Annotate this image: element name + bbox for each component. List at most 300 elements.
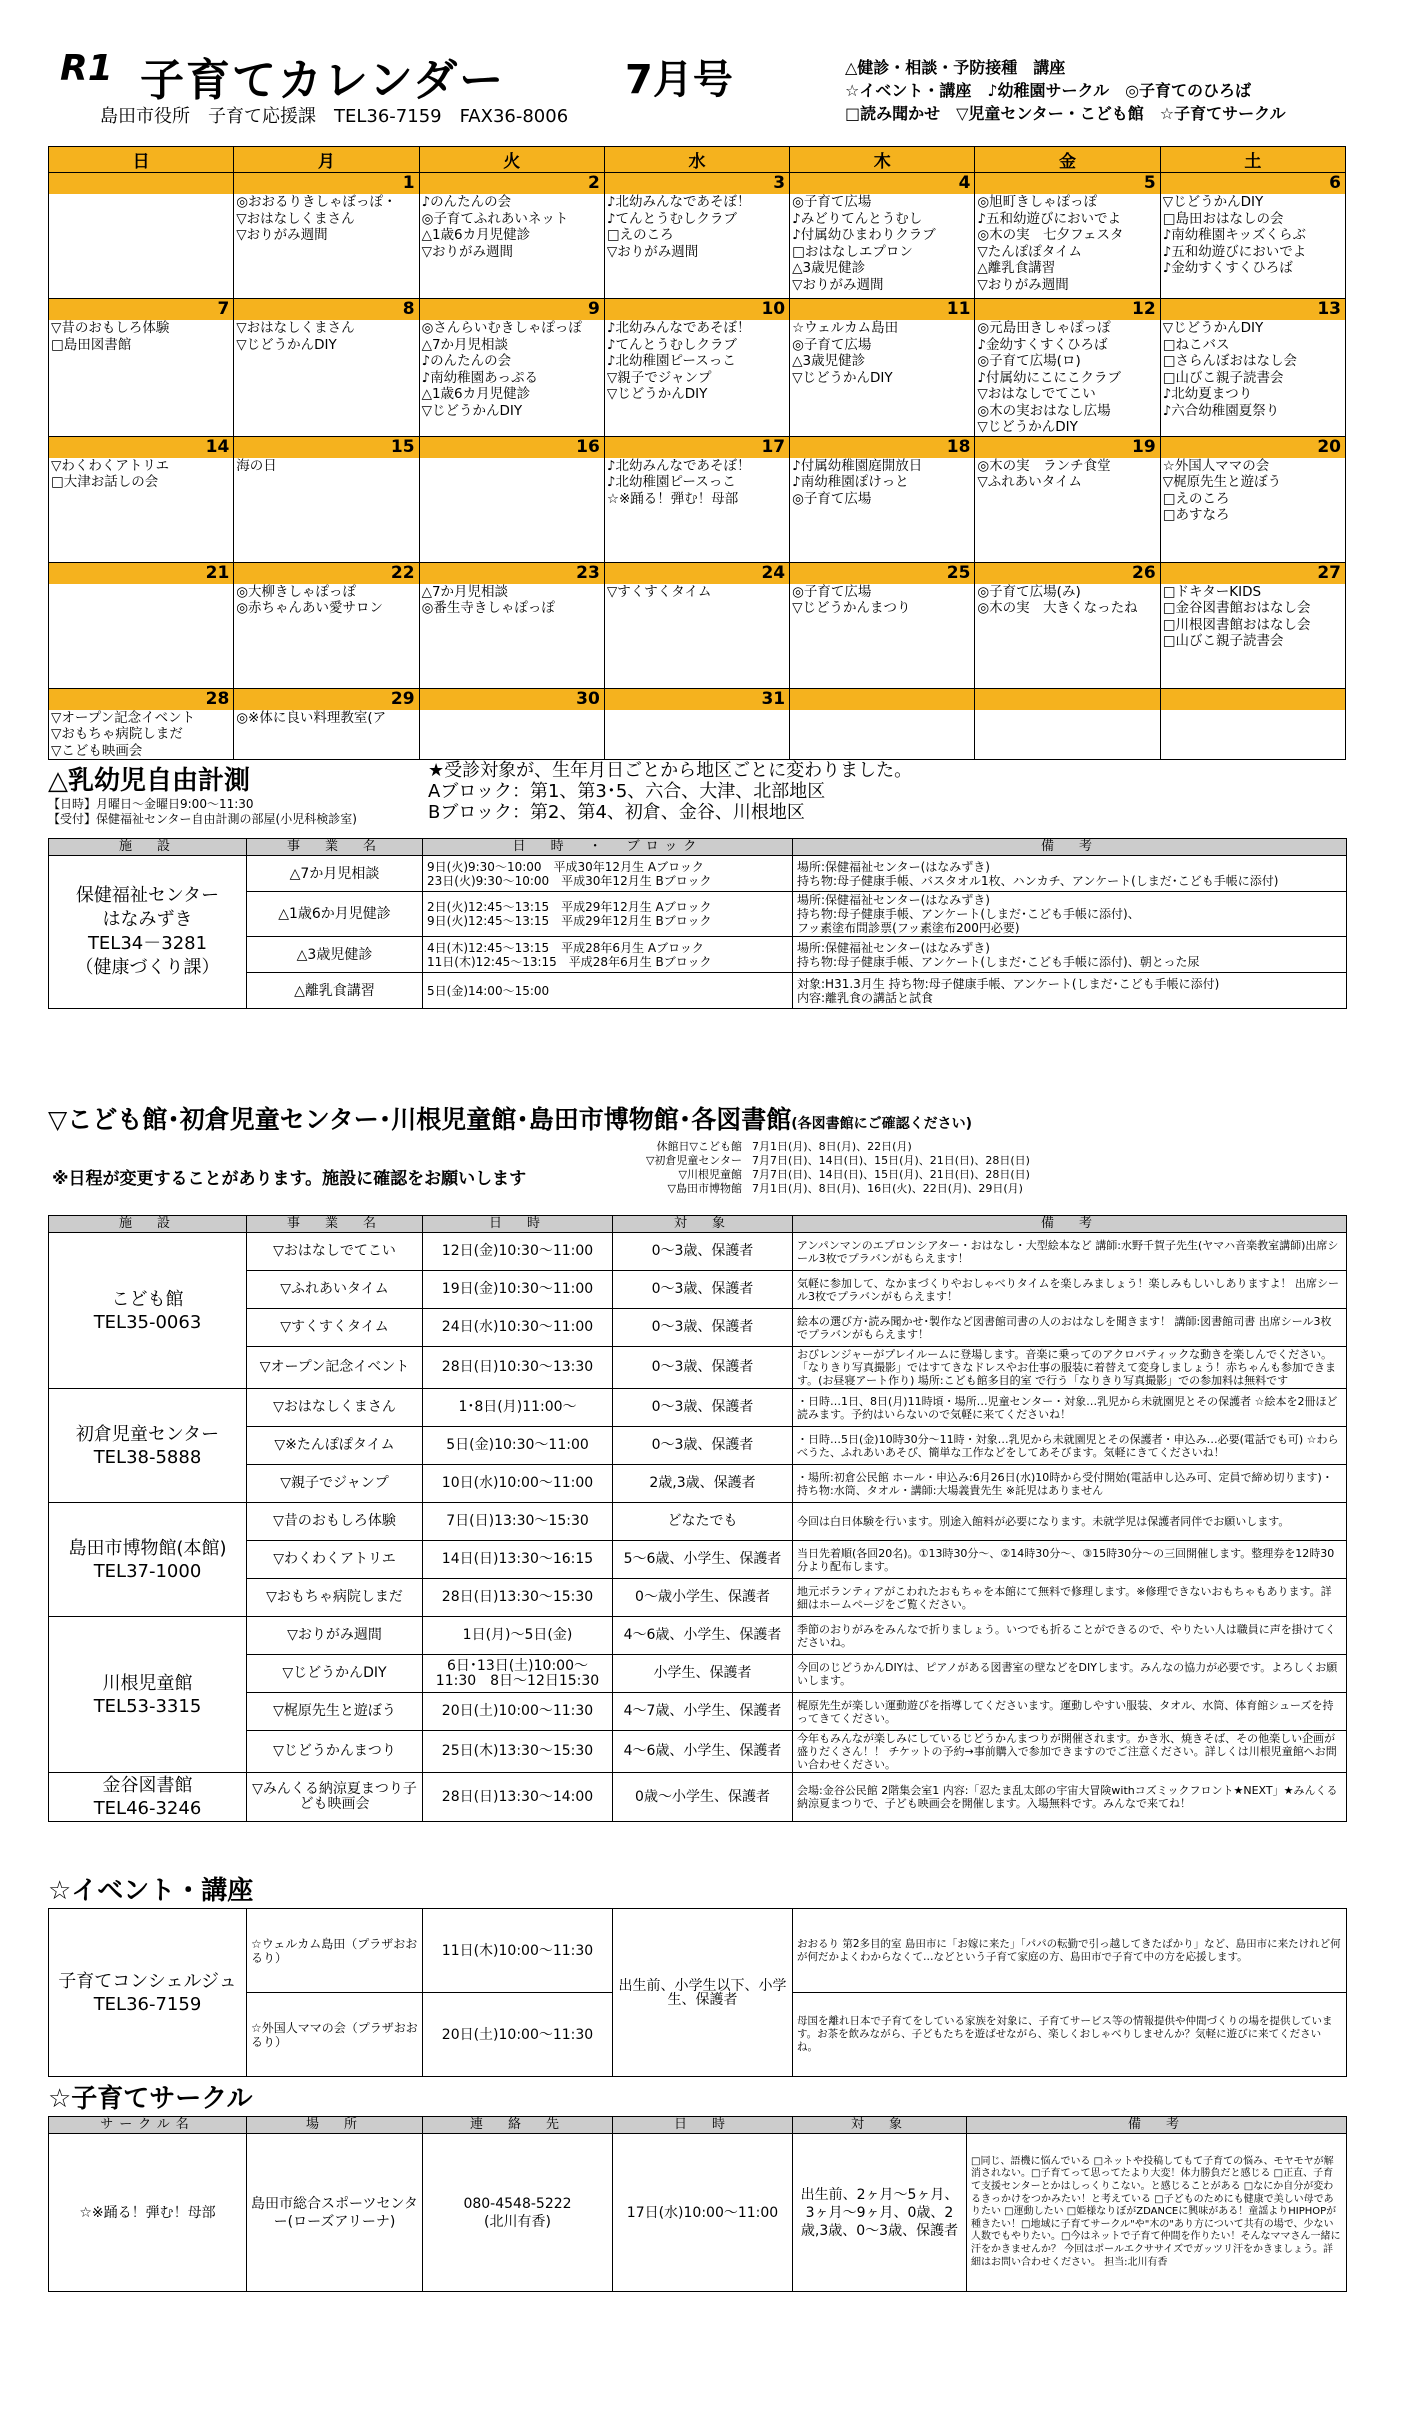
facility-line: 初倉児童センター (75, 1423, 220, 1445)
program-target: 0歳～小学生、保護者 (613, 1773, 793, 1822)
calendar-event: ▽梶原先生と遊ぼう (1162, 474, 1282, 490)
calendar-day (604, 436, 789, 562)
program-datetime: 24日(水)10:30～11:00 (423, 1309, 613, 1347)
calendar-week (49, 562, 1346, 688)
calendar-event: ♪てんとうむしクラブ (606, 210, 737, 227)
program-target: 0～3歳、保護者 (613, 1233, 793, 1271)
program-notes: 気軽に参加して、なかまづくりやおしゃべりタイムを楽しみましょう！楽しみもしいしありますよ！ 出席シール3枚でプラバンがもらえます！ (793, 1271, 1347, 1309)
program-datetime: 20日(土)10:00～11:30 (423, 1693, 613, 1731)
calendar-day (1160, 562, 1345, 688)
program-datetime: 25日(木)13:30～15:30 (423, 1731, 613, 1773)
program-notes: おびレンジャーがプレイルームに登場します。音楽に乗ってのアクロバティックな動きを楽しんでください。「なりきり写真撮影」ではすてきなドレスやお仕事の服装に着替えて変身しましょう！赤ちゃんも参加できます。(お昼寝アート作り) 場所:こども館多目的室 で行う「なりきり写真撮影」での参加料は無料です (793, 1347, 1347, 1389)
circle-contact (423, 2134, 613, 2292)
day-number: 3 (605, 173, 789, 194)
program-notes: 今回のじどうかんDIYは、ピアノがある図書室の壁などをDIYします。みんなの協力が必要です。よろしくお願いします。 (793, 1655, 1347, 1693)
note-hours: 【日時】月曜日～金曜日9:00～11:30 (48, 797, 254, 811)
holiday-dates: 7月1日(月)、8日(月)、22日(月) (752, 1140, 912, 1153)
calendar-week (49, 173, 1346, 299)
block-line: ★受診対象が、生年月日ごとから地区ごとに変わりました。 (428, 760, 913, 781)
calendar-day (234, 299, 419, 437)
program-name: ▽梶原先生と遊ぼう (247, 1693, 423, 1731)
calendar-event: △1歳6カ月児健診 (421, 227, 531, 243)
column-header: 日 時 (613, 2117, 793, 2134)
facility-line: TEL34－3281 (87, 933, 208, 954)
calendar-event: ◎旭町きしゃぽっぽ (977, 194, 1098, 210)
program-name: ▽おもちゃ病院しまだ (247, 1579, 423, 1617)
facility-line: こども館 (111, 1288, 184, 1310)
program-datetime: 28日(日)10:30～13:30 (423, 1347, 613, 1389)
calendar-event: □えのころ (606, 227, 674, 243)
program-name: ▽おりがみ週間 (247, 1617, 423, 1655)
calendar-event: □ドキターKIDS (1162, 583, 1262, 600)
program-datetime: 6日･13日(土)10:00～11:30 8日～12日15:30 (423, 1655, 613, 1693)
facility-cell (49, 1503, 247, 1617)
program-name: ▽親子でジャンプ (247, 1465, 423, 1503)
holiday-dates: 7月1日(月)、8日(月)、16日(火)、22日(月)、29日(月) (752, 1182, 1023, 1195)
section-title-text: ▽こども館･初倉児童センター･川根児童館･島田市博物館･各図書館 (48, 1105, 792, 1134)
program-name: ▽オープン記念イベント (247, 1347, 423, 1389)
day-number: 13 (1161, 299, 1345, 320)
day-number: 5 (975, 173, 1159, 194)
section-title-circles: ☆子育てサークル (48, 2084, 253, 2114)
health-table (48, 838, 1347, 1009)
calendar-event: ♪付属幼にこにこクラブ (977, 369, 1122, 386)
contact-phone: 080-4548-5222 (463, 2195, 572, 2212)
calendar-event: ▽じどうかんDIY (977, 419, 1078, 435)
calendar-day (419, 436, 604, 562)
calendar-event: ☆ウェルカム島田 (792, 320, 899, 336)
program-target: 0～3歳、保護者 (613, 1271, 793, 1309)
weekday-header: 土 (1160, 147, 1345, 173)
calendar-event: ☆外国人ママの会 (1162, 457, 1270, 474)
day-number: 26 (975, 563, 1159, 584)
calendar-event: ▽じどうかんDIY (792, 369, 893, 386)
calendar-event: △3歳児健診 (792, 353, 866, 369)
calendar-event: ♪南幼稚園キッズくらぶ (1162, 227, 1307, 243)
program-datetime: 10日(水)10:00～11:00 (423, 1465, 613, 1503)
calendar-day (790, 562, 975, 688)
datetime-line: 9日(火)9:30～10:00 平成30年12月生 Aブロック (427, 859, 704, 874)
program-name: ☆ウェルカム島田（プラザおおるり） (247, 1909, 423, 1993)
program-notes: 今回は白日体験を行います。別途入館料が必要になります。未就学児は保護者同伴でお願いします。 (793, 1503, 1347, 1541)
program-datetime: 12日(金)10:30～11:00 (423, 1233, 613, 1271)
day-number: 12 (975, 299, 1159, 320)
calendar-event: △3歳児健診 (792, 260, 866, 276)
program-target: 0～3歳、保護者 (613, 1347, 793, 1389)
circle-notes: □同じ、語機に悩んでいる □ネットや投稿してもて子育ての悩み、モヤモヤが解消されない。□子育てって思ってたより大変！体力勝負だと感じる □正直、子育て支援センターとかはしっくりこない。と感じることがある □なにか自分が変わるきっかけをつかみたい！と考えている □子どものためにも健康で美しい母でありたい □運動したい □姫様なりぼがZDANCEに興味がある！童謡よりHIPHOPが種きたい！□地域に子育てサークル"や"木の"あり方について共有の場で、少ない人数でもやりたい。□今はネットで子育て仲間を作りたい！そんなママさん一緒に汗をかきませんか？ 今回はポールエクササイズでガッツリ汗をかきましょう。詳細はお問い合わせください。 担当:北川有香 (967, 2134, 1347, 2292)
program-notes: おおるり 第2多目的室 島田市に「お嫁に来た」「パパの転勤で引っ越してきたばかり」など、島田市に来たけれど何が何だかよくわからなくて…などという子育て家庭の方、島田市で子育て中の方を応援します。 (793, 1909, 1347, 1993)
calendar-day (49, 299, 234, 437)
weekday-header: 木 (790, 147, 975, 173)
program-datetime (423, 856, 793, 892)
calendar-event: △離乳食講習 (977, 260, 1056, 276)
program-datetime: 1日(月)～5日(金) (423, 1617, 613, 1655)
calendar-event: ▽たんぽぽタイム (977, 243, 1083, 260)
day-number: 29 (234, 689, 418, 710)
program-datetime: 19日(金)10:30～11:00 (423, 1271, 613, 1309)
program-name: ▽すくすくタイム (247, 1309, 423, 1347)
weekday-header: 日 (49, 147, 234, 173)
program-datetime: 14日(日)13:30～16:15 (423, 1541, 613, 1579)
calendar-event: ▽わくわくアトリエ (51, 457, 170, 474)
datetime-line: 23日(火)9:30～10:00 平成30年12月生 Bブロック (427, 873, 712, 888)
facility-line: TEL38-5888 (93, 1446, 202, 1468)
calendar-event: ◎子育て広場 (792, 583, 872, 600)
calendar-event: ▽昔のおもしろ体験 (51, 320, 170, 336)
program-notes: 当日先着順(各回20名)。①13時30分～、②14時30分～、③15時30分～の三回開催します。整理券を12時30分より配布します。 (793, 1541, 1347, 1579)
holiday-list (612, 1140, 1030, 1196)
calendar-day (975, 299, 1160, 437)
column-header: 備 考 (793, 1216, 1347, 1233)
calendar-event: ♪南幼稚園あっぷる (421, 369, 539, 386)
schedule-change-note: ※日程が変更することがあります。施設に確認をお願いします (52, 1169, 527, 1189)
day-number: 27 (1161, 563, 1345, 584)
day-number: 25 (790, 563, 974, 584)
legend-line: ☆イベント・講座 ♪幼稚園サークル ◎子育てのひろば (845, 81, 1252, 100)
program-notes: 季節のおりがみをみんなで折りましょう。いつでも折ることができるので、やりたい人は職員に声を掛けてくださいね。 (793, 1617, 1347, 1655)
note-line: 場所:保健福祉センター(はなみずき) (797, 859, 990, 874)
note-line: 持ち物:母子健康手帳、バスタオル1枚、ハンカチ、アンケート(しまだ･こども手帳に添付) (797, 873, 1279, 888)
calendar-event: ♪北幼みんなであそぼ！ (606, 320, 751, 336)
calendar-event: ◎子育て広場 (792, 194, 872, 210)
facility-cell (49, 856, 247, 1009)
program-target: 4～6歳、小学生、保護者 (613, 1617, 793, 1655)
calendar-event: □おはなしエプロン (792, 243, 913, 260)
calendar-event: ▽じどうかんDIY (236, 336, 337, 353)
calendar-event: ☆※踊る！弾む！母部 (606, 490, 739, 507)
day-number: 1 (234, 173, 418, 194)
note-line: 内容:離乳食の講話と試食 (797, 990, 934, 1005)
facility-line: 金谷図書館 (102, 1775, 193, 1796)
calendar-event: ▽すくすくタイム (606, 583, 712, 600)
facility-cell (49, 1773, 247, 1822)
weekday-header: 月 (234, 147, 419, 173)
program-notes: 梶原先生が楽しい運動遊びを指導してくださいます。運動しやすい服装、タオル、水筒、体育館シューズを持ってきてください。 (793, 1693, 1347, 1731)
legend-line: △健診・相談・予防接種 講座 (845, 58, 1066, 77)
calendar-event: ♪五和幼遊びにおいでよ (1162, 243, 1307, 260)
calendar-event: ♪金幼すくすくひろば (1162, 260, 1293, 276)
holiday-row (612, 1182, 1030, 1196)
calendar-event: □山びこ親子読書会 (1162, 633, 1284, 649)
calendar-event: ▽おはなしくまさん (236, 210, 355, 227)
calendar-event: ◎元島田きしゃぽっぽ (977, 320, 1111, 336)
calendar-day (419, 173, 604, 299)
calendar-day (49, 173, 234, 299)
calendar-event: ▽じどうかんDIY (606, 386, 708, 402)
calendar-day (49, 562, 234, 688)
calendar-event: □さらんぼおはなし会 (1162, 353, 1297, 369)
program-datetime: 20日(土)10:00～11:30 (423, 1993, 613, 2077)
program-notes (793, 973, 1347, 1009)
program-notes: 母国を離れ日本で子育てをしている家族を対象に、子育てサービス等の情報提供や仲間づくりの場を提供しています。お茶を飲みながら、子どもたちを遊ばせながら、楽しくおしゃべりしませんか？気軽に遊びに来てくださいね。 (793, 1993, 1347, 2077)
program-name: △1歳6か月児健診 (247, 892, 423, 937)
facility-line: はなみずき (102, 909, 193, 930)
table-row (49, 1617, 1347, 1655)
day-number: 9 (420, 299, 604, 320)
calendar-event: ▽オープン記念イベント (51, 709, 196, 726)
calendar-event: ▽おはなしでてこい (977, 386, 1096, 402)
program-datetime: 11日(木)10:00～11:30 (423, 1909, 613, 1993)
calendar-week (49, 436, 1346, 562)
day-number: 10 (605, 299, 789, 320)
datetime-line: 11日(木)12:45～13:15 平成28年6月生 Bブロック (427, 954, 712, 969)
day-number: 14 (49, 437, 233, 458)
note-line: 場所:保健福祉センター(はなみずき) (797, 940, 990, 955)
column-header: 備 考 (793, 839, 1347, 856)
calendar-event: △7か月児相談 (421, 583, 509, 600)
program-name: ▽じどうかんDIY (247, 1655, 423, 1693)
calendar-day (975, 436, 1160, 562)
day-number (790, 689, 974, 710)
calendar-day (790, 173, 975, 299)
program-notes: ・日時…5日(金)10時30分～11時・対象…乳児から未就園児とその保護者・申込み…必要(電話でも可) ☆わらべうた、ふれあいあそび、簡単な工作などをしてあそびます。気軽にきてくださいね！ (793, 1427, 1347, 1465)
section-title-events: ☆イベント・講座 (48, 1876, 254, 1906)
calendar-event: ♪てんとうむしクラブ (606, 336, 737, 353)
program-notes: ・場所:初倉公民館 ホール・申込み:6月26日(水)10時から受付開始(電話申し込み可、定員で締め切ります)・持ち物:水筒、タオル・講師:大場義貴先生 ※託児はありません (793, 1465, 1347, 1503)
note-reception: 【受付】保健福祉センター自由計測の部屋(小児科検診室) (48, 812, 357, 826)
program-notes: 今年もみんなが楽しみにしているじどうかんまつりが開催されます。かき氷、焼きそば、その他楽しい企画が盛りだくさん！！ チケットの予約→事前購入で参加できますのでご注意ください。詳しくは川根児童館へお問い合わせください。 (793, 1731, 1347, 1773)
calendar-event: ▽じどうかんまつり (792, 600, 911, 616)
program-target: 0～3歳、保護者 (613, 1427, 793, 1465)
calendar-event: ◎子育て広場(み) (977, 583, 1081, 600)
day-number: 22 (234, 563, 418, 584)
program-name: ▽みんくる納涼夏まつり子ども映画会 (247, 1773, 423, 1822)
program-notes (793, 856, 1347, 892)
program-name: ▽じどうかんまつり (247, 1731, 423, 1773)
table-row (49, 1773, 1347, 1822)
note-line: 対象:H31.3月生 持ち物:母子健康手帳、アンケート(しまだ･こども手帳に添付) (797, 976, 1220, 991)
calendar-event: □大津お話しの会 (51, 474, 159, 490)
facility-cell (49, 1617, 247, 1773)
program-datetime: 28日(日)13:30～14:00 (423, 1773, 613, 1822)
column-header: 場 所 (247, 2117, 423, 2134)
circle-target: 出生前、2ヶ月～5ヶ月、3ヶ月～9ヶ月、0歳、2歳,3歳、0～3歳、保護者 (793, 2134, 967, 2292)
calendar-day (49, 436, 234, 562)
calendar-event: ▽おりがみ週間 (792, 276, 884, 293)
column-header: サークル名 (49, 2117, 247, 2134)
calendar-week (49, 688, 1346, 760)
calendar-event: ◎木の実 ランチ食堂 (977, 457, 1111, 474)
calendar-event: ◎子育て広場 (792, 490, 872, 507)
table-row (49, 856, 1347, 892)
calendar-day (975, 173, 1160, 299)
contact-name: (北川有香) (484, 2213, 551, 2230)
note-line: 場所:保健福祉センター(はなみずき) (797, 893, 990, 907)
calendar-event: ▽じどうかんDIY (1162, 320, 1264, 336)
holiday-row (612, 1154, 1030, 1168)
program-target: 0～3歳、保護者 (613, 1389, 793, 1427)
calendar-event: □川根図書館おはなし会 (1162, 616, 1311, 633)
events-table (48, 1908, 1347, 2077)
table-header-row (49, 1216, 1347, 1233)
program-name: ▽わくわくアトリエ (247, 1541, 423, 1579)
calendar-event: ◎赤ちゃんあい愛サロン (236, 600, 384, 616)
calendar-event: ♪北幼稚園ピースっこ (606, 353, 736, 369)
calendar-event: ▽おりがみ週間 (421, 243, 513, 260)
day-number: 24 (605, 563, 789, 584)
calendar-event: ◎子育て広場(ロ) (977, 353, 1081, 369)
holiday-row (612, 1140, 1030, 1154)
facility-line: TEL53-3315 (93, 1695, 202, 1717)
day-number: 2 (420, 173, 604, 194)
note-line: 持ち物:母子健康手帳、アンケート(しまだ･こども手帳に添付)、 (797, 907, 1140, 921)
calendar-day (1160, 173, 1345, 299)
calendar-event: □島田おはなしの会 (1162, 210, 1284, 227)
calendar-day (975, 688, 1160, 760)
day-number: 18 (790, 437, 974, 458)
calendar-day (234, 562, 419, 688)
calendar-event: □金谷図書館おはなし会 (1162, 600, 1311, 616)
program-name: ▽※たんぽぽタイム (247, 1427, 423, 1465)
calendar-day (419, 562, 604, 688)
program-name: ▽おはなしくまさん (247, 1389, 423, 1427)
calendar-day (419, 299, 604, 437)
column-header: 日 時 (423, 1216, 613, 1233)
day-number: 23 (420, 563, 604, 584)
calendar-day (234, 688, 419, 760)
header-contact: 島田市役所 子育て応援課 TEL36-7159 FAX36-8006 (100, 106, 569, 127)
section-title-facilities (48, 1100, 972, 1136)
calendar-day (604, 688, 789, 760)
day-number: 15 (234, 437, 418, 458)
calendar-event: ◎大柳きしゃぽっぽ (236, 583, 357, 600)
calendar-event: ♪付属幼稚園庭開放日 (792, 457, 923, 474)
section-title-free-measure: △乳幼児自由計測 (48, 766, 250, 796)
program-target: 2歳,3歳、保護者 (613, 1465, 793, 1503)
calendar-day (604, 562, 789, 688)
calendar-day (604, 173, 789, 299)
calendar-event: ♪北幼みんなであそぼ！ (606, 457, 751, 474)
day-number: 16 (420, 437, 604, 458)
calendar-event: ♪南幼稚園ぽけっと (792, 474, 909, 490)
calendar-day (975, 562, 1160, 688)
calendar-event: ♪金幼すくすくひろば (977, 336, 1108, 353)
weekday-header: 水 (604, 147, 789, 173)
table-row (49, 1909, 1347, 1993)
calendar-day (234, 436, 419, 562)
table-row (49, 1503, 1347, 1541)
datetime-line: 4日(木)12:45～13:15 平成28年6月生 Aブロック (427, 940, 704, 955)
header-r1: R1 (60, 48, 113, 89)
datetime-line: 5日(金)14:00～15:00 (427, 983, 550, 998)
facility-cell (49, 1909, 247, 2077)
facility-line: TEL35-0063 (93, 1311, 202, 1333)
program-datetime: 28日(日)13:30～15:30 (423, 1579, 613, 1617)
calendar-event: ♪付属幼ひまわりクラブ (792, 227, 936, 243)
table-row (49, 2134, 1347, 2292)
calendar-event: ♪北幼みんなであそぼ！ (606, 194, 751, 210)
calendar-day (790, 436, 975, 562)
day-number: 19 (975, 437, 1159, 458)
calendar-event: △1歳6カ月児健診 (421, 386, 531, 402)
day-number: 6 (1161, 173, 1345, 194)
calendar-event: ♪北幼稚園ピースっこ (606, 474, 736, 490)
calendar-event: ◎子育て広場 (792, 336, 872, 353)
legend (845, 56, 1345, 125)
day-number: 28 (49, 689, 233, 710)
calendar-event: ▽ふれあいタイム (977, 474, 1083, 490)
column-header: 備 考 (967, 2117, 1347, 2134)
circle-table (48, 2116, 1347, 2292)
column-header: 連 絡 先 (423, 2117, 613, 2134)
column-header: 施 設 (49, 1216, 247, 1233)
calendar-event: □島田図書館 (51, 336, 132, 353)
program-datetime (423, 973, 793, 1009)
calendar-event: △7か月児相談 (421, 336, 509, 353)
day-number: 21 (49, 563, 233, 584)
calendar-event: ▽おりがみ週間 (236, 227, 328, 243)
program-target: 出生前、小学生以下、小学生、保護者 (613, 1909, 793, 2077)
holiday-facility: ▽島田市博物館 (667, 1182, 742, 1195)
legend-line: □読み聞かせ ▽児童センター・こども館 ☆子育てサークル (845, 104, 1286, 123)
calendar-event: ▽じどうかんDIY (421, 402, 523, 419)
calendar-event: ◎子育てふれあいネット (421, 210, 569, 227)
table-header-row (49, 2117, 1347, 2134)
program-target: 4～6歳、小学生、保護者 (613, 1731, 793, 1773)
program-target: どなたでも (613, 1503, 793, 1541)
facility-cell (49, 1233, 247, 1389)
calendar-event: ▽おはなしくまさん (236, 320, 355, 336)
column-header: 施 設 (49, 839, 247, 856)
calendar-event: □山びこ親子読書会 (1162, 369, 1284, 386)
program-name: ☆外国人ママの会（プラザおおるり） (247, 1993, 423, 2077)
datetime-line: 2日(火)12:45～13:15 平成29年12月生 Aブロック (427, 900, 712, 914)
calendar-weekday-row (49, 147, 1346, 173)
holiday-dates: 7月7日(日)、14日(日)、15日(月)、21日(日)、28日(日) (752, 1168, 1030, 1181)
program-name: △離乳食講習 (247, 973, 423, 1009)
block-notice (428, 760, 912, 823)
program-datetime: 5日(金)10:30～11:00 (423, 1427, 613, 1465)
note-line: 持ち物:母子健康手帳、アンケート(しまだ･こども手帳に添付)、朝とった尿 (797, 954, 1200, 969)
calendar-event: ◎さんらいむきしゃぽっぽ (421, 320, 582, 336)
calendar-event: ◎番生寺きしゃぽっぽ (421, 600, 555, 616)
calendar-event: ◎おおるりきしゃぼっぽ・ (236, 194, 397, 210)
day-number: 11 (790, 299, 974, 320)
facility-line: TEL36-7159 (93, 1993, 202, 2015)
program-name: ▽ふれあいタイム (247, 1271, 423, 1309)
datetime-line: 9日(火)12:45～13:15 平成29年12月生 Bブロック (427, 914, 712, 928)
facility-line: 保健福祉センター (75, 885, 220, 906)
weekday-header: 金 (975, 147, 1160, 173)
program-target: 0～3歳、保護者 (613, 1309, 793, 1347)
holiday-row (612, 1168, 1030, 1182)
weekday-header: 火 (419, 147, 604, 173)
calendar-event: ▽親子でジャンプ (606, 369, 712, 386)
calendar-day (790, 299, 975, 437)
calendar-day (604, 299, 789, 437)
facility-line: TEL37-1000 (93, 1560, 202, 1582)
day-number: 17 (605, 437, 789, 458)
calendar-event: ♪のんたんの会 (421, 353, 512, 369)
day-number: 30 (420, 689, 604, 710)
facility-cell (49, 1389, 247, 1503)
page-title: 子育てカレンダー (140, 55, 506, 106)
facility-line: TEL46-3246 (93, 1798, 202, 1819)
day-number: 31 (605, 689, 789, 710)
block-line: Aブロック：第1、第3･5、六合、大津、北部地区 (428, 781, 826, 802)
facility-line: 川根児童館 (102, 1672, 193, 1694)
calendar-day (1160, 436, 1345, 562)
holiday-dates: 7月7日(日)、14日(日)、15日(月)、21日(日)、28日(日) (752, 1154, 1030, 1167)
program-notes: 会場:金谷公民館 2階集会室1 内容:「忍たま乱太郎の宇宙大冒険withコズミックフロント★NEXT」★みんくる納涼夏まつりで、子ども映画会を開催します。入場無料です。みんなで来てね！ (793, 1773, 1347, 1822)
note-line: フッ素塗布問診票(フッ素塗布200円必要) (797, 921, 1020, 935)
program-notes: 地元ボランティアがこわれたおもちゃを本館にて無料で修理します。※修理できないおもちゃもあります。詳細はホームページをご覧ください。 (793, 1579, 1347, 1617)
program-notes: 絵本の選び方･読み聞かせ･製作など図書館司書の人のおはなしを聞きます！ 講師:図書館司書 出席シール3枚でプラバンがもらえます！ (793, 1309, 1347, 1347)
calendar-event: ♪五和幼遊びにおいでよ (977, 210, 1122, 227)
calendar-event: □あすなろ (1162, 507, 1230, 523)
column-header: 事 業 名 (247, 839, 423, 856)
calendar-event: ◎木の実おはなし広場 (977, 402, 1111, 419)
